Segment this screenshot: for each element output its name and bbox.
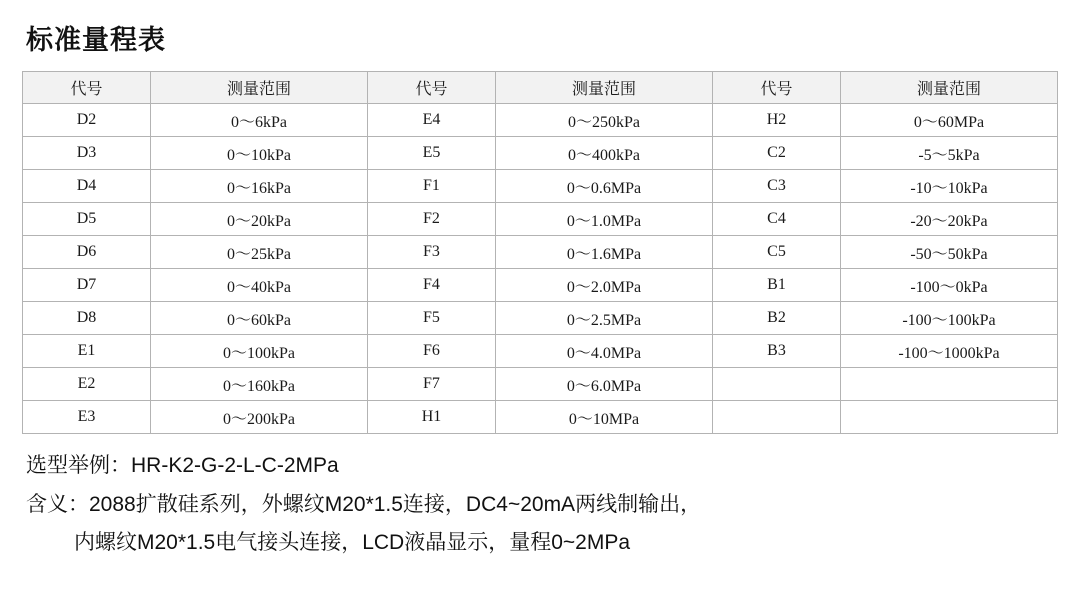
cell-range: 0～2.0MPa xyxy=(496,269,713,302)
cell-range: 0～4.0MPa xyxy=(496,335,713,368)
cell-code: D6 xyxy=(23,236,151,269)
cell-code: F3 xyxy=(367,236,495,269)
column-header-code-1: 代号 xyxy=(23,72,151,104)
standard-range-table xyxy=(22,71,1058,434)
cell-range: 0～200kPa xyxy=(151,401,368,434)
cell-code: C5 xyxy=(712,236,840,269)
cell-code: D2 xyxy=(23,104,151,137)
cell-range: 0～25kPa xyxy=(151,236,368,269)
cell-code: D7 xyxy=(23,269,151,302)
cell-code: F7 xyxy=(367,368,495,401)
table-row xyxy=(23,104,1058,137)
cell-range: 0～10kPa xyxy=(151,137,368,170)
cell-range: 0～160kPa xyxy=(151,368,368,401)
cell-code: D5 xyxy=(23,203,151,236)
cell-range: 0～1.6MPa xyxy=(496,236,713,269)
cell-code: E4 xyxy=(367,104,495,137)
cell-code: C2 xyxy=(712,137,840,170)
cell-range: 0～10MPa xyxy=(496,401,713,434)
cell-code: F6 xyxy=(367,335,495,368)
cell-code: H1 xyxy=(367,401,495,434)
cell-code xyxy=(712,401,840,434)
cell-code: E3 xyxy=(23,401,151,434)
cell-range: 0～400kPa xyxy=(496,137,713,170)
column-header-range-1: 测量范围 xyxy=(151,72,368,104)
cell-range: -100～100kPa xyxy=(840,302,1057,335)
cell-range: 0～250kPa xyxy=(496,104,713,137)
column-header-code-3: 代号 xyxy=(712,72,840,104)
column-header-range-2: 测量范围 xyxy=(496,72,713,104)
cell-code: B1 xyxy=(712,269,840,302)
notes-section xyxy=(22,450,1058,560)
cell-range: 0～2.5MPa xyxy=(496,302,713,335)
cell-code: D8 xyxy=(23,302,151,335)
cell-range xyxy=(840,401,1057,434)
cell-range: 0～60MPa xyxy=(840,104,1057,137)
meaning-text-line-2: 内螺纹M20*1.5电气接头连接，LCD液晶显示，量程0~2MPa xyxy=(74,531,631,555)
cell-code: D3 xyxy=(23,137,151,170)
cell-range: 0～6.0MPa xyxy=(496,368,713,401)
table-row xyxy=(23,269,1058,302)
page-title: 标准量程表 xyxy=(26,25,166,55)
cell-range: -100～1000kPa xyxy=(840,335,1057,368)
cell-code: F5 xyxy=(367,302,495,335)
cell-range: 0～0.6MPa xyxy=(496,170,713,203)
cell-code: C4 xyxy=(712,203,840,236)
cell-range: 0～20kPa xyxy=(151,203,368,236)
table-header-row xyxy=(23,72,1058,104)
column-header-code-2: 代号 xyxy=(367,72,495,104)
cell-range: 0～60kPa xyxy=(151,302,368,335)
cell-range: 0～6kPa xyxy=(151,104,368,137)
cell-range: -50～50kPa xyxy=(840,236,1057,269)
cell-range: -20～20kPa xyxy=(840,203,1057,236)
cell-code: B3 xyxy=(712,335,840,368)
table-row xyxy=(23,170,1058,203)
cell-range xyxy=(840,368,1057,401)
cell-code: F4 xyxy=(367,269,495,302)
cell-code: D4 xyxy=(23,170,151,203)
table-row xyxy=(23,203,1058,236)
cell-code: F2 xyxy=(367,203,495,236)
cell-range: -100～0kPa xyxy=(840,269,1057,302)
cell-code xyxy=(712,368,840,401)
cell-range: 0～40kPa xyxy=(151,269,368,302)
cell-range: -10～10kPa xyxy=(840,170,1057,203)
cell-code: E1 xyxy=(23,335,151,368)
cell-code: E5 xyxy=(367,137,495,170)
cell-code: B2 xyxy=(712,302,840,335)
table-row xyxy=(23,236,1058,269)
table-row xyxy=(23,302,1058,335)
cell-range: 0～1.0MPa xyxy=(496,203,713,236)
meaning-text-line-1: 含义：2088扩散硅系列，外螺纹M20*1.5连接，DC4~20mA两线制输出， xyxy=(26,492,702,516)
cell-code: F1 xyxy=(367,170,495,203)
cell-range: 0～16kPa xyxy=(151,170,368,203)
column-header-range-3: 测量范围 xyxy=(840,72,1057,104)
cell-code: C3 xyxy=(712,170,840,203)
table-row xyxy=(23,335,1058,368)
table-row xyxy=(23,401,1058,434)
table-row xyxy=(23,368,1058,401)
table-row xyxy=(23,137,1058,170)
selection-example-text: 选型举例：HR-K2-G-2-L-C-2MPa xyxy=(26,454,339,477)
cell-range: 0～100kPa xyxy=(151,335,368,368)
cell-range: -5～5kPa xyxy=(840,137,1057,170)
cell-code: H2 xyxy=(712,104,840,137)
cell-code: E2 xyxy=(23,368,151,401)
